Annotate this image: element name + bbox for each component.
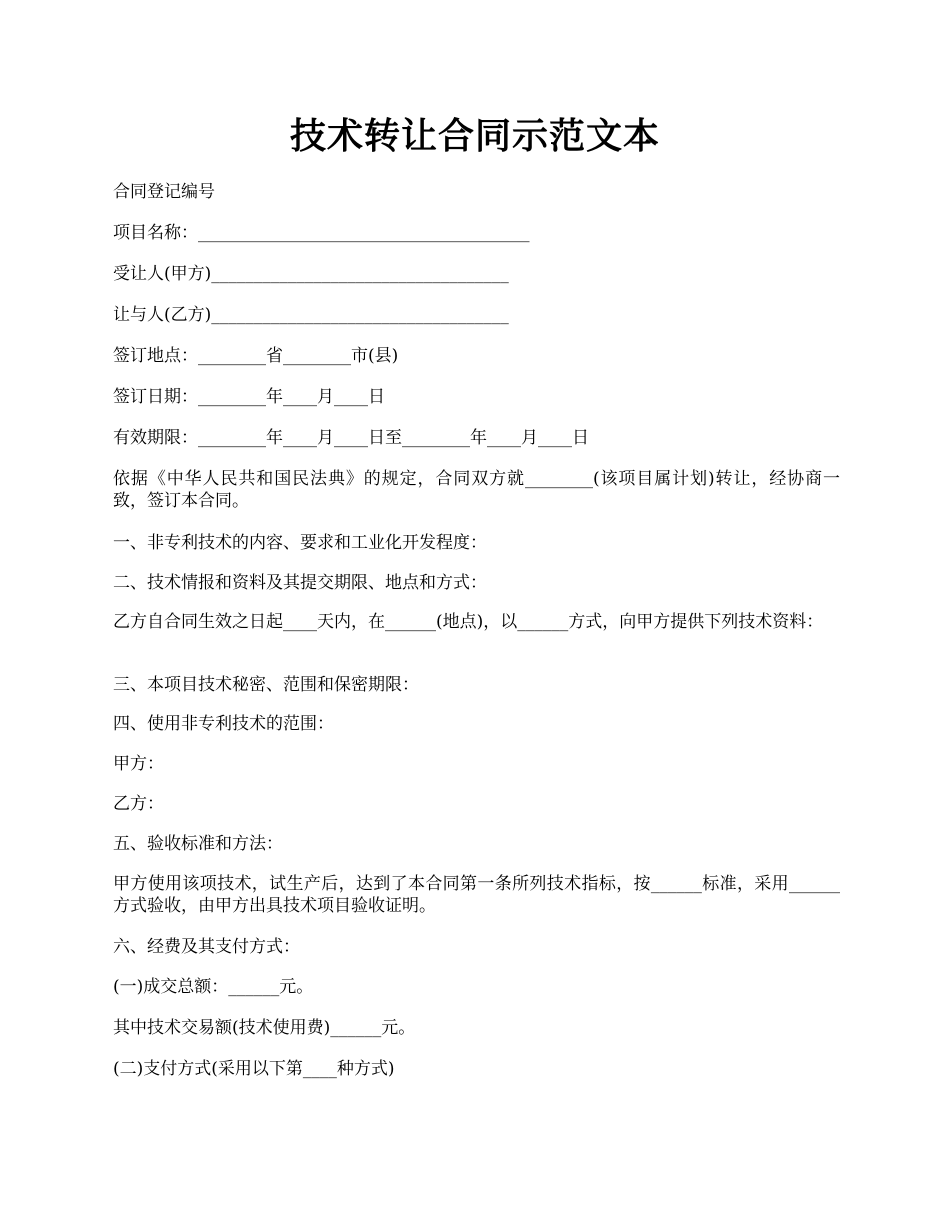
contract-registration-number: 合同登记编号 [113,182,215,202]
section-1-heading: 一、非专利技术的内容、要求和工业化开发程度： [113,533,487,553]
section-2-heading: 二、技术情报和资料及其提交期限、地点和方式： [113,573,487,593]
assignee-line: 受让人(甲方)___________________________________ [113,264,509,284]
project-name-line: 项目名称：_______________________________________ [113,223,530,243]
section-4-heading: 四、使用非专利技术的范围： [113,714,334,734]
party-b-line: 乙方： [113,794,164,814]
payment-method-line: (二)支付方式(采用以下第____种方式) [113,1059,395,1079]
party-a-line: 甲方： [113,754,164,774]
document-title: 技术转让合同示范文本 [289,116,660,157]
section-6-heading: 六、经费及其支付方式： [113,937,300,957]
technology-fee-line: 其中技术交易额(技术使用费)______元。 [113,1018,416,1038]
preamble-paragraph: 依据《中华人民共和国民法典》的规定，合同双方就________(该项目属计划)转让，经协商一致，签订本合同。 [113,469,840,511]
signing-place-line: 签订地点：________省________市(县) [113,346,399,366]
signing-date-line: 签订日期：________年____月____日 [113,387,385,407]
assignor-line: 让与人(乙方)___________________________________ [113,305,509,325]
section-5-heading: 五、验收标准和方法： [113,834,283,854]
section-5-paragraph: 甲方使用该项技术，试生产后，达到了本合同第一条所列技术指标，按______标准，采用______方式验收，由甲方出具技术项目验收证明。 [113,874,840,916]
section-3-heading: 三、本项目技术秘密、范围和保密期限： [113,675,419,695]
total-amount-line: (一)成交总额：______元。 [113,977,314,997]
validity-period-line: 有效期限：________年____月____日至________年____月____日 [113,428,589,448]
section-2-paragraph: 乙方自合同生效之日起____天内，在______(地点)，以______方式，向甲方提供下列技术资料： [113,612,824,632]
